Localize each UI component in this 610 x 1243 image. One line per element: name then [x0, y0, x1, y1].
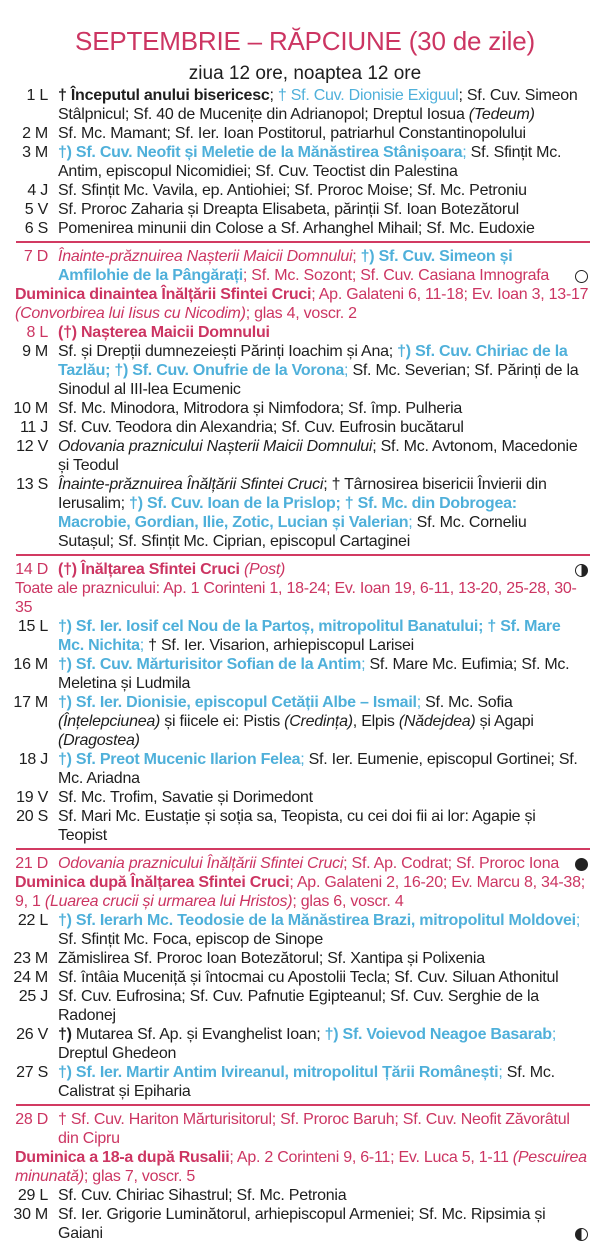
text-segment: ;: [300, 751, 309, 768]
day-label: 1 L: [26, 87, 48, 104]
day-label: 30 M: [13, 1206, 48, 1223]
text-segment: Sf. Mc. Severian; Sf. Părinți de la Sinodul al III-lea Ecumenic: [58, 362, 579, 398]
text-segment: Odovania praznicului Înălțării Sfintei Cruci: [58, 855, 344, 872]
text-segment: Pomenirea minunii din Colose a Sf. Arhanghel Mihail; Sf. Mc. Eudoxie: [58, 220, 535, 237]
text-segment: Sf. Sfințit Mc. Foca, episcop de Sinope: [58, 931, 324, 948]
calendar-day-entry: [0, 807, 610, 845]
text-segment: Toate ale praznicului: Ap. 1 Corinteni 1, 18-24; Ev. Ioan 19, 6-11, 13-20, 25-28, 30-35: [15, 580, 577, 616]
day-label: 9 M: [22, 343, 48, 360]
moon-phase-full-icon: [575, 858, 588, 871]
text-segment: ;: [139, 637, 149, 654]
day-label: 24 M: [13, 969, 48, 986]
calendar-day-entry: [0, 617, 610, 655]
text-segment: †) Sf. Voievod Neagoe Basarab: [324, 1026, 552, 1043]
day-label: 18 J: [18, 751, 48, 768]
day-commemorations: [58, 854, 586, 873]
sunday-readings: [0, 1148, 590, 1186]
text-segment: ; Ap. Galateni 6, 11-18; Ev. Ioan 3, 13-17: [311, 286, 589, 303]
calendar-day-entry: [0, 1110, 610, 1148]
text-segment: Sf. Mc. Minodora, Mitrodora și Nimfodora; Sf. împ. Pulheria: [58, 400, 463, 417]
text-segment: Sf. Sfințit Mc. Antim, episcopul Nicomidiei; Sf. Cuv. Teoctist din Palestina: [58, 144, 562, 180]
day-commemorations: [58, 399, 586, 418]
text-segment: Sf. Cuv. Eufrosina; Sf. Cuv. Pafnutie Egipteanul; Sf. Cuv. Serghie de la Radonej: [58, 988, 539, 1024]
text-segment: Sf. și Drepții dumnezeiești Părinți Ioachim și Ana;: [58, 343, 398, 360]
text-segment: (†) Înălțarea Sfintei Cruci: [58, 561, 244, 578]
text-segment: Sf. Mc. Corneliu Sutașul; Sf. Sfințit Mc. Ciprian, episcopul Cartaginei: [58, 514, 527, 550]
day-commemorations: [58, 181, 586, 200]
text-segment: ; Ap. 2 Corinteni 9, 6-11; Ev. Luca 5, 1-11: [229, 1149, 513, 1166]
text-segment: Sf. Ier. Eumenie, episcopul Gortinei; Sf. Mc. Ariadna: [58, 751, 578, 787]
day-label: 28 D: [15, 1111, 48, 1128]
week-divider: [16, 848, 590, 850]
calendar-day-entry: [0, 200, 610, 219]
text-segment: (Luarea crucii și urmarea lui Hristos): [44, 893, 293, 910]
page-subtitle: ziua 12 ore, noaptea 12 ore: [188, 63, 422, 84]
day-label: 7 D: [23, 248, 48, 265]
day-commemorations: [58, 750, 586, 788]
calendar-day-entry: [0, 911, 610, 949]
calendar-day-entry: [0, 342, 610, 399]
day-commemorations: [58, 655, 586, 693]
text-segment: și fiicele ei: Pistis: [160, 713, 285, 730]
text-segment: ; † Târnosirea bisericii Învierii din Ierusalim;: [58, 476, 547, 512]
day-label: 16 M: [13, 656, 48, 673]
text-segment: †) Sf. Cuv. Simeon și Amfilohie de la Pângărați: [58, 248, 513, 284]
day-label: 2 M: [22, 125, 48, 142]
text-segment: ; glas 7, voscr. 5: [83, 1168, 196, 1185]
text-segment: †): [58, 1026, 72, 1043]
text-segment: Sf. Mari Mc. Eustație și soția sa, Teopista, cu cei doi fii ai lor: Agapie și Teopist: [58, 808, 536, 844]
day-label: 17 M: [13, 694, 48, 711]
week-divider: [16, 1104, 590, 1106]
day-label: 29 L: [17, 1187, 48, 1204]
day-label: 27 S: [16, 1064, 48, 1081]
text-segment: †) Sf. Ier. Iosif cel Nou de la Partoș, mitropolitul Banatului; † Sf. Mare Mc. Nichita: [58, 618, 561, 654]
day-label: 20 S: [16, 808, 48, 825]
text-segment: (†) Nașterea Maicii Domnului: [58, 324, 270, 341]
text-segment: ;: [269, 87, 278, 104]
day-label: 11 J: [19, 419, 48, 436]
day-commemorations: [58, 86, 586, 124]
calendar-day-entry: [0, 1025, 610, 1063]
day-commemorations: [58, 418, 586, 437]
calendar-day-entry: [0, 750, 610, 788]
day-commemorations: [58, 219, 586, 238]
day-commemorations: [58, 617, 586, 655]
day-label: 10 M: [13, 400, 48, 417]
day-commemorations: [58, 1205, 586, 1243]
day-label: 13 S: [16, 476, 48, 493]
day-commemorations: [58, 200, 586, 219]
text-segment: Sf. Cuv. Teodora din Alexandria; Sf. Cuv. Eufrosin bucătarul: [58, 419, 464, 436]
calendar-day-entry: [0, 418, 610, 437]
text-segment: (Înțelepciunea): [58, 713, 161, 730]
day-commemorations: [58, 1110, 586, 1148]
text-segment: †) Sf. Ierarh Mc. Teodosie de la Mănăstirea Brazi, mitropolitul Moldovei: [58, 912, 576, 929]
text-segment: †) Sf. Cuv. Neofit și Meletie de la Mănăstirea Stânișoara: [58, 144, 463, 161]
day-label: 12 V: [16, 438, 48, 455]
calendar-day-entry: [0, 655, 610, 693]
text-segment: †) Sf. Cuv. Chiriac de la Tazlău; †) Sf. Cuv. Onufrie de la Vorona: [58, 343, 568, 379]
text-segment: (Credința): [284, 713, 353, 730]
text-segment: †) Sf. Cuv. Ioan de la Prislop; † Sf. Mc. din Dobrogea: Macrobie, Gordian, Ilie, Zotic, Lucian și Valerian: [58, 495, 517, 531]
day-commemorations: [58, 968, 586, 987]
day-commemorations: [58, 693, 586, 750]
text-segment: , Elpis: [352, 713, 399, 730]
page-title: SEPTEMBRIE – RĂPCIUNE (30 de zile): [75, 26, 535, 56]
calendar-day-entry: [0, 399, 610, 418]
text-segment: și Agapi: [475, 713, 534, 730]
text-segment: (Nădejdea): [398, 713, 476, 730]
day-label: 4 J: [27, 182, 48, 199]
text-segment: †) Sf. Ier. Dionisie, episcopul Cetății Albe – Ismail: [58, 694, 417, 711]
day-commemorations: [58, 1063, 586, 1101]
text-segment: ;: [498, 1064, 507, 1081]
text-segment: Sf. Mc. Trofim, Savatie și Dorimedont: [58, 789, 313, 806]
text-segment: Sf. Mare Mc. Eufimia; Sf. Mc. Meletina și Ludmila: [58, 656, 570, 692]
text-segment: ;: [551, 1026, 557, 1043]
calendar-day-entry: [0, 693, 610, 750]
calendar-day-entry: [0, 86, 610, 124]
day-commemorations: [58, 987, 586, 1025]
calendar-day-entry: [0, 949, 610, 968]
text-segment: Mutarea Sf. Ap. și Evanghelist Ioan;: [71, 1026, 325, 1043]
text-segment: (Tedeum): [468, 106, 535, 123]
day-commemorations: [58, 911, 586, 949]
day-commemorations: [58, 560, 586, 579]
week-divider: [16, 241, 590, 243]
day-label: 23 M: [13, 950, 48, 967]
day-commemorations: [58, 788, 586, 807]
text-segment: ;: [361, 656, 370, 673]
text-segment: ; Sf. Mc. Sozont; Sf. Cuv. Casiana Imnografa: [242, 267, 550, 284]
text-segment: ; glas 6, voscr. 4: [292, 893, 404, 910]
text-segment: (Dragostea): [58, 732, 140, 749]
day-label: 25 J: [18, 988, 48, 1005]
day-label: 21 D: [15, 855, 48, 872]
calendar-day-entry: [0, 987, 610, 1025]
text-segment: ; Sf. Mc. Avtonom, Macedonie și Teodul: [58, 438, 578, 474]
text-segment: (Post): [243, 561, 286, 578]
calendar-day-entry: [0, 1205, 610, 1243]
moon-phase-new-icon: [575, 270, 588, 283]
text-segment: Sf. Mc. Sofia: [425, 694, 513, 711]
calendar-day-entry: [0, 1186, 610, 1205]
day-commemorations: [58, 247, 586, 285]
sunday-readings: [0, 285, 590, 323]
text-segment: Dreptul Ghedeon: [58, 1045, 177, 1062]
text-segment: Sf. Mc. Mamant; Sf. Ier. Ioan Postitorul, patriarhul Constantinopolului: [58, 125, 526, 142]
text-segment: † Începutul anului bisericesc: [58, 87, 270, 104]
text-segment: Sf. întâia Muceniță și întocmai cu Apostolii Tecla; Sf. Cuv. Siluan Athonitul: [58, 969, 559, 986]
day-commemorations: [58, 1186, 586, 1205]
day-label: 5 V: [24, 201, 48, 218]
text-segment: ;: [408, 514, 417, 531]
day-label: 6 S: [24, 220, 48, 237]
day-commemorations: [58, 807, 586, 845]
day-commemorations: [58, 437, 586, 475]
text-segment: † Sf. Ier. Visarion, arhiepiscopul Larisei: [148, 637, 414, 654]
day-commemorations: [58, 475, 586, 551]
day-commemorations: [58, 143, 586, 181]
calendar-day-entry: [0, 323, 610, 342]
text-segment: ; Sf. Ap. Codrat; Sf. Proroc Iona: [343, 855, 559, 872]
calendar-day-entry: [0, 560, 610, 579]
text-segment: Odovania praznicului Nașterii Maicii Domnului: [58, 438, 373, 455]
text-segment: (Pescuirea minunată): [15, 1149, 587, 1185]
text-segment: Zămislirea Sf. Proroc Ioan Botezătorul; Sf. Xantipa și Polixenia: [58, 950, 485, 967]
day-commemorations: [58, 124, 586, 143]
day-label: 22 L: [17, 912, 48, 929]
text-segment: ; glas 4, voscr. 2: [245, 305, 357, 322]
text-segment: † Sf. Cuv. Dionisie Exiguul: [277, 87, 459, 104]
calendar-day-entry: [0, 219, 610, 238]
day-label: 15 L: [17, 618, 48, 635]
text-segment: Duminica dinaintea Înălțării Sfintei Cruci: [15, 286, 312, 303]
text-segment: ;: [344, 362, 353, 379]
day-label: 19 V: [16, 789, 48, 806]
calendar-day-entry: [0, 854, 610, 873]
week-divider: [16, 554, 590, 556]
day-commemorations: [58, 1025, 586, 1063]
text-segment: (Convorbirea lui Iisus cu Nicodim): [15, 305, 246, 322]
text-segment: Înainte-prăznuirea Înălțării Sfintei Cruci: [58, 476, 324, 493]
day-commemorations: [58, 949, 586, 968]
text-segment: †) Sf. Preot Mucenic Ilarion Felea: [58, 751, 301, 768]
day-label: 8 L: [26, 324, 48, 341]
day-label: 3 M: [22, 144, 48, 161]
text-segment: ; Ap. Galateni 2, 16-20; Ev. Marcu 8, 34-38; 9, 1: [15, 874, 585, 910]
text-segment: Duminica a 18-a după Rusalii: [15, 1149, 230, 1166]
text-segment: Duminica după Înălțarea Sfintei Cruci: [15, 874, 290, 891]
calendar-day-entry: [0, 181, 610, 200]
calendar-list: [0, 86, 610, 1243]
day-label: 14 D: [15, 561, 48, 578]
sunday-readings: [0, 873, 590, 911]
calendar-day-entry: [0, 437, 610, 475]
sunday-readings: [0, 579, 590, 617]
calendar-day-entry: [0, 247, 610, 285]
text-segment: ;: [416, 694, 426, 711]
text-segment: † Sf. Cuv. Hariton Mărturisitorul; Sf. Proroc Baruh; Sf. Cuv. Neofit Zăvorâtul din Cipru: [58, 1111, 570, 1147]
calendar-day-entry: [0, 143, 610, 181]
day-commemorations: [58, 342, 586, 399]
text-segment: ;: [352, 248, 361, 265]
calendar-day-entry: [0, 1063, 610, 1101]
text-segment: Sf. Ier. Grigorie Luminătorul, arhiepiscopul Armeniei; Sf. Mc. Ripsimia și Gaiani: [58, 1206, 546, 1242]
calendar-day-entry: [0, 968, 610, 987]
text-segment: Sf. Sfințit Mc. Vavila, ep. Antiohiei; Sf. Proroc Moise; Sf. Mc. Petroniu: [58, 182, 527, 199]
text-segment: †) Sf. Cuv. Mărturisitor Sofian de la Antim: [58, 656, 362, 673]
day-label: 26 V: [16, 1026, 48, 1043]
calendar-day-entry: [0, 475, 610, 551]
moon-phase-last-icon: [575, 1228, 588, 1241]
text-segment: Sf. Proroc Zaharia și Dreapta Elisabeta, părinții Sf. Ioan Botezătorul: [58, 201, 519, 218]
text-segment: Sf. Mc. Calistrat și Epiharia: [58, 1064, 555, 1100]
moon-phase-first-icon: [575, 564, 588, 577]
calendar-day-entry: [0, 788, 610, 807]
text-segment: ;: [575, 912, 581, 929]
text-segment: †) Sf. Ier. Martir Antim Ivireanul, mitropolitul Țării Românești: [58, 1064, 499, 1081]
text-segment: Înainte-prăznuirea Nașterii Maicii Domnului: [58, 248, 353, 265]
text-segment: ;: [462, 144, 471, 161]
calendar-day-entry: [0, 124, 610, 143]
day-commemorations: [58, 323, 586, 342]
text-segment: Sf. Cuv. Chiriac Sihastrul; Sf. Mc. Petronia: [58, 1187, 347, 1204]
text-segment: ; Sf. Cuv. Simeon Stâlpnicul; Sf. 40 de Mucenițe din Adrianopol; Dreptul Iosua: [58, 87, 578, 123]
